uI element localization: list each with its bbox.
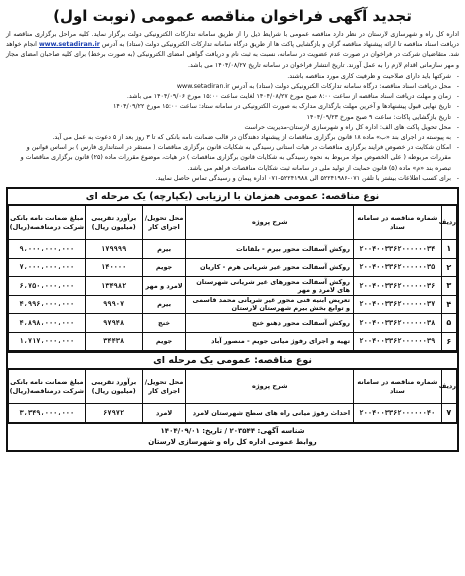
- estimate-cell: ۱۴۰۰۰۰: [85, 258, 142, 277]
- project-cell: روکش آسفالت محورهای غیر شریانی شهرستان های لامرد و مهر: [186, 277, 354, 296]
- estimate-cell: ۹۷۹۴۸: [85, 314, 142, 333]
- section1-title: نوع مناقصه: عمومی همزمان با ارزیابی (یکپارچه) یک مرحله ای: [8, 189, 457, 205]
- location-cell: جویم: [142, 332, 186, 351]
- clause-item: - تاریخ بازگشایی پاکات: ساعت ۹ صبح مورخ ۱۴۰۴/۰۹/۲۳: [6, 113, 459, 123]
- guarantee-cell: ۴،۸۹۸،۰۰۰،۰۰۰: [9, 314, 86, 333]
- guarantee-cell: ۴،۹۹۶،۰۰۰،۰۰۰: [9, 295, 86, 314]
- tender-code-cell: ۲۰۰۴۰۰۳۳۶۲۰۰۰۰۰۰۳۷: [354, 295, 442, 314]
- notice-title: تجدید آگهی فراخوان مناقصه عمومی (نوبت اول): [53, 7, 412, 25]
- project-cell: احداث رفوژ میانی راه های سطح شهرستان لامرد: [186, 404, 354, 423]
- table-row: [9, 277, 457, 296]
- tender-tables-frame: [6, 187, 459, 452]
- table-row: [9, 240, 457, 259]
- table-header-row: [9, 206, 457, 240]
- tender-code-cell: ۲۰۰۴۰۰۳۳۶۲۰۰۰۰۰۰۳۶: [354, 277, 442, 296]
- section1-table: [8, 205, 457, 351]
- intro-text-a: اداره کل راه و شهرسازی لارستان در نظر دارد مناقصه عمومی با شرایط ذیل را از طریق سامانه تدارکات الکترونیکی دولت برگزار نماید. کلیه مراحل برگزاری مناقصه از دریافت اسناد مناقصه تا ارائه پیشنهاد مناقصه گران و بازگشایی پاکت ها از طریق درگاه سامانه تدارکات الکترونیکی دولت (ستاد) به آدرس: [6, 31, 459, 49]
- estimate-cell: ۳۴۴۳۸: [85, 332, 142, 351]
- tender-code-cell: ۲۰۰۴۰۰۳۳۶۲۰۰۰۰۰۰۴۰: [354, 404, 442, 423]
- row-number-cell: ۳: [441, 277, 456, 296]
- row-number-cell: ۷: [441, 404, 456, 423]
- issue-line: شناسه آگهی: ۲۰۳۵۴۴ / تاریخ: ۱۴۰۴/۰۹/۰۱: [160, 426, 305, 435]
- estimate-cell: ۱۷۹۹۹۹: [85, 240, 142, 259]
- clause-item: - تاریخ نهایی قبول پیشنهادها و آخرین مهلت بارگذاری مدارک به صورت الکترونیکی در سامانه ستاد: ساعت ۱۵:۰۰ مورخ ۱۴۰۴/۰۹/۲۲: [6, 102, 459, 112]
- header-project: شرح پروژه: [186, 206, 354, 240]
- section2-rows: [9, 404, 457, 423]
- header-project: شرح پروژه: [186, 370, 354, 404]
- header-guarantee: مبلغ ضمانت نامه بانکی شرکت درمناقصه(ریال): [9, 370, 86, 404]
- clause-item: - به پیوسته در اجرای بند «ب» ماده ۱۸ قانون برگزاری مناقصات از پیشنهاد دهندگان در قالب ضمانت نامه بانکی که تا ۳ روز بعد از ۵ دعوت به عمل می آید.: [6, 133, 459, 143]
- location-cell: بیرم: [142, 295, 186, 314]
- tender-code-cell: ۲۰۰۴۰۰۳۳۶۲۰۰۰۰۰۰۳۵: [354, 258, 442, 277]
- location-cell: خنج: [142, 314, 186, 333]
- guarantee-cell: ۶،۷۵۰،۰۰۰،۰۰۰: [9, 277, 86, 296]
- clause-item: - برای کسب اطلاعات بیشتر با تلفن ۰۷۱-۵۲۲۴۱۹۸۶ الی ۵۲۲۴۱۹۸۸-۰۷۱ اداره پیمان و رسیدگی تماس حاصل نمایید.: [6, 174, 459, 184]
- publisher-line: روابط عمومی اداره کل راه و شهرسازی لارستان: [148, 437, 317, 446]
- table-row: [9, 332, 457, 351]
- row-number-cell: ۴: [441, 295, 456, 314]
- project-cell: روکش آسفالت محور دهنو خنج: [186, 314, 354, 333]
- clause-item: - امکان شکایت در خصوص فرایند برگزاری مناقصات در هیات استانی رسیدگی به شکایات قانون برگزاری مناقصات ( مستقر در استانداری فارس ) بر اساس قوانین و مقررات مربوطه ( علی الخصوص مواد مربوط به نحوه رسیدگی به شکایات قانون برگزاری مناقصات ) در هیات، موضوع مقررات ماده (۲۵) قانون برگزاری مناقصات و تبصره بند «م» ماده (۵) قانون حمایت از تولید ملی در سامانه ثبت شکایات مناقصات فراهم می باشد.: [6, 143, 459, 174]
- section2-title: نوع مناقصه: عمومی یک مرحله ای: [8, 353, 457, 369]
- notice-clauses: [6, 72, 459, 184]
- table-row: [9, 258, 457, 277]
- tender-code-cell: ۲۰۰۴۰۰۳۳۶۲۰۰۰۰۰۰۳۸: [354, 314, 442, 333]
- header-estimate: برآورد تقریبی (میلیون ریال): [85, 370, 142, 404]
- guarantee-cell: ۷،۰۰۰،۰۰۰،۰۰۰: [9, 258, 86, 277]
- project-cell: تهیه و اجرای رفوژ میانی جویم - منصور آباد: [186, 332, 354, 351]
- header-location: محل تحویل/اجرای کار: [142, 370, 186, 404]
- intro-text-b: انجام خواهد شد. متقاضیان شرکت در فراخوان در صورت عدم عضویت در سامانه، نسبت به ثبت نام و دریافت گواهی امضای الکترونیکی (به صورت برخط) برای کلیه صاحبان امضای مجاز و مهر سازمانی اقدام لازم را به عمل آورند. تاریخ انتشار فراخوان در سامانه تاریخ ۱۴۰۴/۰۸/۲۷ می باشد.: [6, 41, 459, 69]
- table-row: [9, 314, 457, 333]
- section1-rows: [9, 240, 457, 351]
- header-estimate: برآورد تقریبی (میلیون ریال): [85, 206, 142, 240]
- setad-link[interactable]: www.setadiran.ir: [38, 41, 100, 49]
- section2-table: [8, 369, 457, 423]
- row-number-cell: ۵: [441, 314, 456, 333]
- notice-footer: [8, 423, 457, 450]
- guarantee-cell: ۹،۰۰۰،۰۰۰،۰۰۰: [9, 240, 86, 259]
- section2: [8, 351, 457, 423]
- guarantee-cell: ۱،۷۱۷،۰۰۰،۰۰۰: [9, 332, 86, 351]
- location-cell: لامرد: [142, 404, 186, 423]
- project-cell: روکش آسفالت محور غیر شریانی هرم - کاریان: [186, 258, 354, 277]
- guarantee-cell: ۳،۳۴۹،۰۰۰،۰۰۰: [9, 404, 86, 423]
- location-cell: جویم: [142, 258, 186, 277]
- row-number-cell: ۶: [441, 332, 456, 351]
- header-guarantee: مبلغ ضمانت نامه بانکی شرکت درمناقصه(ریال): [9, 206, 86, 240]
- row-number-cell: ۱: [441, 240, 456, 259]
- estimate-cell: ۹۹۹۰۷: [85, 295, 142, 314]
- tender-code-cell: ۲۰۰۴۰۰۳۳۶۲۰۰۰۰۰۰۳۹: [354, 332, 442, 351]
- clause-item: - شرکتها باید دارای صلاحیت و ظرفیت کاری مورد مناقصه باشند.: [6, 72, 459, 82]
- table-row: [9, 295, 457, 314]
- header-row-number: ردیف: [441, 370, 456, 404]
- project-cell: تعریض ابنیه فنی محور غیر شریانی محمد قاسمی و توابع بخش بیرم شهرستان لارستان: [186, 295, 354, 314]
- row-number-cell: ۲: [441, 258, 456, 277]
- clause-item: - محل دریافت اسناد مناقصه: درگاه سامانه تدارکات الکترونیکی دولت (ستاد) به آدرس www.setadiran.ir: [6, 82, 459, 92]
- tender-code-cell: ۲۰۰۴۰۰۳۳۶۲۰۰۰۰۰۰۳۴: [354, 240, 442, 259]
- header-location: محل تحویل/اجرای کار: [142, 206, 186, 240]
- location-cell: بیرم: [142, 240, 186, 259]
- header-tender-code: شماره مناقصه در سامانه ستاد: [354, 370, 442, 404]
- clause-item: - زمان و مهلت دریافت اسناد مناقصه از ساعت ۸:۰۰ صبح مورخ ۱۴۰۴/۰۸/۲۷ لغایت ساعت ۱۵:۰۰ مورخ ۱۴۰۴/۰۹/۰۶ می باشد.: [6, 92, 459, 102]
- location-cell: لامرد و مهر: [142, 277, 186, 296]
- table-header-row: [9, 370, 457, 404]
- header-row-number: ردیف: [441, 206, 456, 240]
- notice-intro: [6, 30, 459, 71]
- project-cell: روکش آسفالت محور بیرم - بلقانات: [186, 240, 354, 259]
- estimate-cell: ۱۳۴۹۸۲: [85, 277, 142, 296]
- table-row: [9, 404, 457, 423]
- clause-item: - محل تحویل پاکت های الف: اداره کل راه و شهرسازی لارستان-مدیریت حراست: [6, 123, 459, 133]
- header-tender-code: شماره مناقصه در سامانه ستاد: [354, 206, 442, 240]
- estimate-cell: ۶۷۹۷۲: [85, 404, 142, 423]
